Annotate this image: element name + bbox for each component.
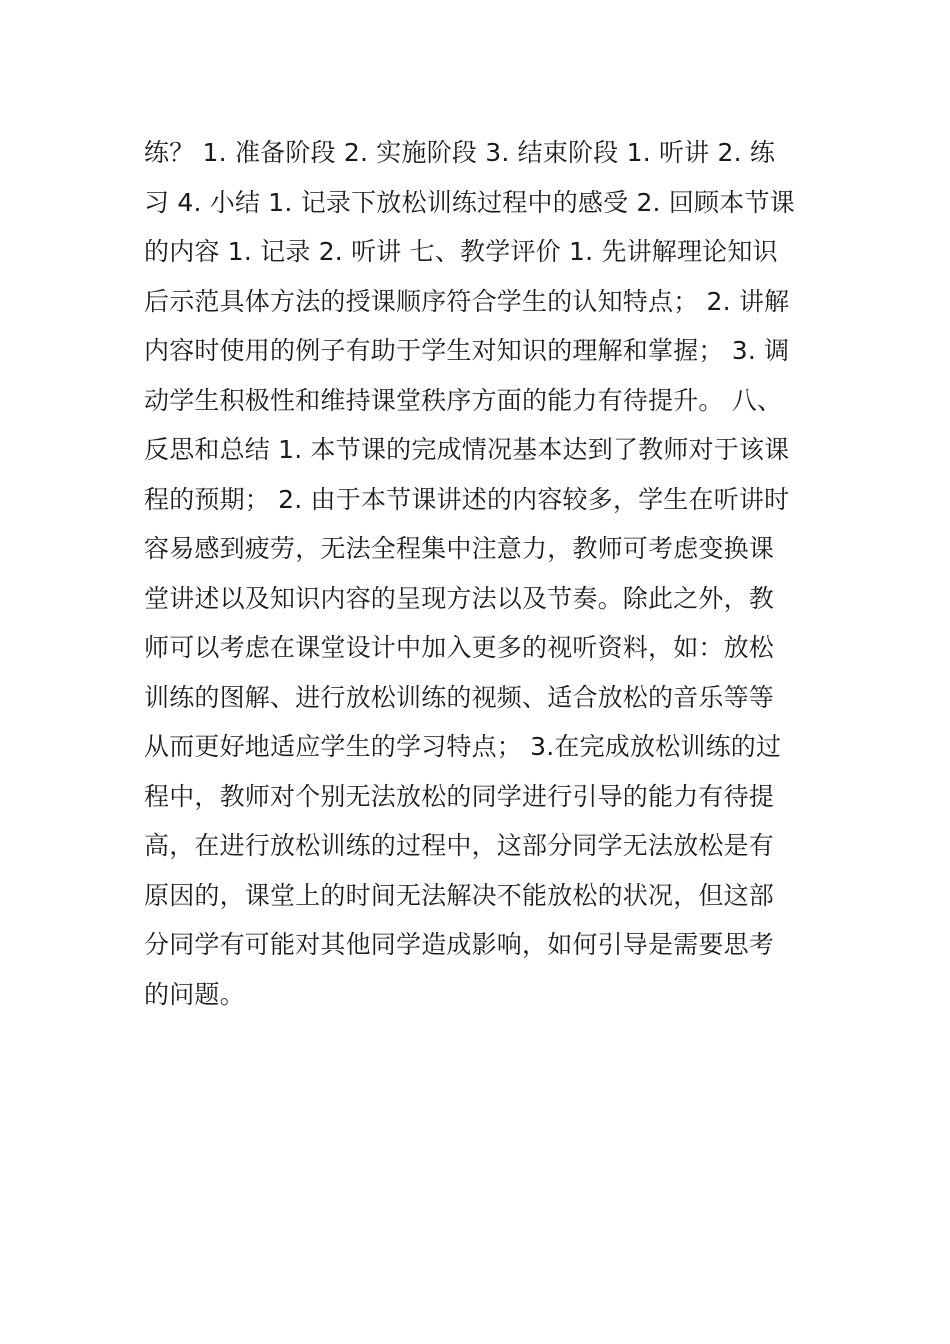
text-line: 内容时使用的例子有助于学生对知识的理解和掌握； 3. 调 (144, 336, 790, 365)
text-line: 动学生积极性和维持课堂秩序方面的能力有待提升。 八、 (144, 385, 783, 415)
text-line: 高，在进行放松训练的过程中，这部分同学无法放松是有 (144, 831, 775, 860)
text-line: 容易感到疲劳，无法全程集中注意力，教师可考虑变换课 (144, 534, 775, 563)
text-line: 从而更好地适应学生的学习特点； 3.在完成放松训练的过 (144, 732, 782, 761)
text-line: 练？ 1. 准备阶段 2. 实施阶段 3. 结束阶段 1. 听讲 2. 练 (144, 138, 776, 167)
text-line: 后示范具体方法的授课顺序符合学生的认知特点； 2. 讲解 (144, 286, 790, 316)
text-line: 的内容 1. 记录 2. 听讲 七、教学评价 1. 先讲解理论知识 (144, 237, 778, 266)
text-line: 训练的图解、进行放松训练的视频、适合放松的音乐等等 (144, 682, 775, 712)
text-line: 程的预期； 2. 由于本节课讲述的内容较多，学生在听讲时 (144, 484, 790, 514)
body-paragraph (144, 128, 808, 1019)
text-line: 反思和总结 1. 本节课的完成情况基本达到了教师对于该课 (144, 435, 790, 464)
text-line: 分同学有可能对其他同学造成影响，如何引导是需要思考 (144, 930, 775, 959)
text-line: 原因的，课堂上的时间无法解决不能放松的状况，但这部 (144, 880, 775, 910)
text-line: 堂讲述以及知识内容的呈现方法以及节奏。除此之外，教 (144, 583, 775, 613)
text-line: 的问题。 (144, 979, 245, 1009)
text-line: 程中，教师对个别无法放松的同学进行引导的能力有待提 (144, 781, 775, 811)
text-line: 习 4. 小结 1. 记录下放松训练过程中的感受 2. 回顾本节课 (144, 187, 795, 217)
text-line: 师可以考虑在课堂设计中加入更多的视听资料，如：放松 (144, 633, 775, 662)
